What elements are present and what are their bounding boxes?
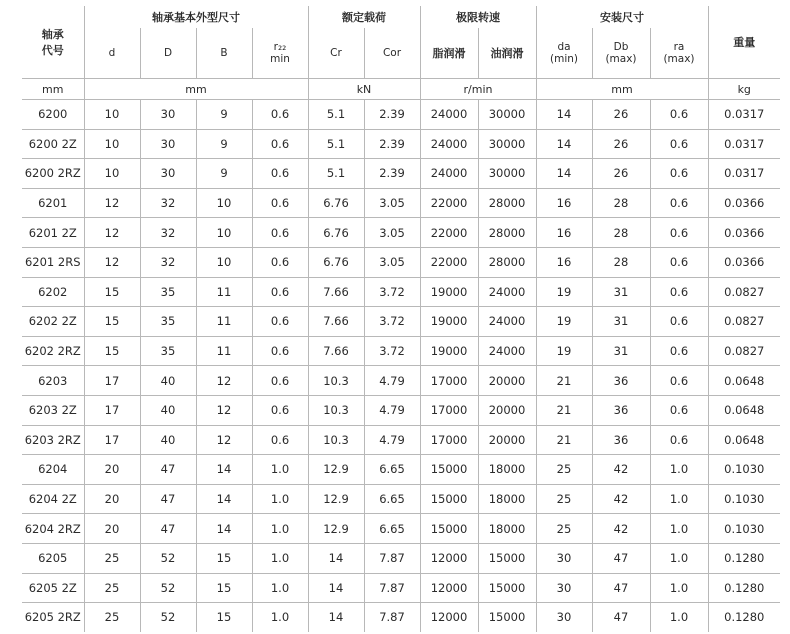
table-cell: 0.6	[252, 100, 308, 130]
table-cell: 15	[84, 277, 140, 307]
table-cell: 14	[196, 484, 252, 514]
table-cell: 0.6	[650, 277, 708, 307]
header-weight: 重量	[708, 6, 780, 79]
header-oil: 油润滑	[478, 28, 536, 79]
table-cell: 0.0366	[708, 188, 780, 218]
table-cell: 0.6	[650, 395, 708, 425]
unit-dimensions: mm	[84, 79, 308, 100]
table-cell: 4.79	[364, 366, 420, 396]
table-cell: 19000	[420, 307, 478, 337]
unit-code: mm	[22, 79, 84, 100]
table-row	[22, 603, 780, 632]
header-D: D	[140, 28, 196, 79]
table-row	[22, 129, 780, 159]
table-cell: 24000	[420, 129, 478, 159]
table-cell: 36	[592, 366, 650, 396]
table-row	[22, 484, 780, 514]
table-cell: 0.0827	[708, 307, 780, 337]
table-row	[22, 425, 780, 455]
header-load-group: 额定载荷	[308, 6, 420, 28]
table-cell: 15000	[420, 455, 478, 485]
table-cell: 1.0	[252, 484, 308, 514]
table-cell: 9	[196, 100, 252, 130]
table-cell: 10.3	[308, 425, 364, 455]
table-cell: 17	[84, 366, 140, 396]
table-cell: 17	[84, 395, 140, 425]
table-cell: 12	[84, 247, 140, 277]
table-cell: 0.6	[650, 129, 708, 159]
table-cell: 7.87	[364, 543, 420, 573]
table-cell: 26	[592, 129, 650, 159]
table-cell: 10	[196, 188, 252, 218]
table-cell: 10.3	[308, 395, 364, 425]
table-cell: 28	[592, 247, 650, 277]
table-cell: 24000	[478, 277, 536, 307]
table-cell: 0.6	[252, 277, 308, 307]
table-cell: 19000	[420, 277, 478, 307]
header-bearing-code: 轴承 代号	[22, 6, 84, 79]
table-cell: 14	[308, 573, 364, 603]
table-cell: 6.76	[308, 218, 364, 248]
table-cell: 1.0	[252, 603, 308, 632]
table-cell: 12000	[420, 603, 478, 632]
table-cell: 11	[196, 307, 252, 337]
table-cell: 14	[196, 514, 252, 544]
units-row	[22, 79, 780, 100]
table-row	[22, 573, 780, 603]
table-cell: 7.66	[308, 277, 364, 307]
table-cell: 14	[536, 159, 592, 189]
table-cell: 35	[140, 277, 196, 307]
unit-install: mm	[536, 79, 708, 100]
table-cell: 31	[592, 277, 650, 307]
table-cell: 25	[536, 455, 592, 485]
header-dimensions-group: 轴承基本外型尺寸	[84, 6, 308, 28]
table-cell: 20000	[478, 395, 536, 425]
table-cell: 26	[592, 100, 650, 130]
table-cell: 0.0317	[708, 100, 780, 130]
table-cell: 16	[536, 218, 592, 248]
table-cell: 6204	[22, 455, 84, 485]
table-cell: 1.0	[650, 514, 708, 544]
table-cell: 5.1	[308, 159, 364, 189]
table-cell: 30	[140, 129, 196, 159]
table-cell: 18000	[478, 514, 536, 544]
table-cell: 0.0317	[708, 159, 780, 189]
table-cell: 42	[592, 455, 650, 485]
table-cell: 30	[536, 543, 592, 573]
table-row	[22, 218, 780, 248]
table-cell: 0.1280	[708, 543, 780, 573]
table-cell: 6200	[22, 100, 84, 130]
table-cell: 21	[536, 395, 592, 425]
table-cell: 0.6	[252, 129, 308, 159]
table-cell: 10.3	[308, 366, 364, 396]
table-cell: 0.0648	[708, 395, 780, 425]
table-cell: 28000	[478, 218, 536, 248]
table-cell: 0.6	[650, 218, 708, 248]
table-cell: 0.0317	[708, 129, 780, 159]
table-cell: 6203	[22, 366, 84, 396]
table-cell: 40	[140, 425, 196, 455]
table-cell: 15	[196, 543, 252, 573]
header-ra: ra (max)	[650, 28, 708, 79]
table-cell: 21	[536, 366, 592, 396]
table-cell: 12000	[420, 543, 478, 573]
table-cell: 15	[196, 573, 252, 603]
table-cell: 6204 2RZ	[22, 514, 84, 544]
table-cell: 28	[592, 218, 650, 248]
table-cell: 0.6	[650, 159, 708, 189]
table-cell: 14	[536, 100, 592, 130]
table-cell: 6202	[22, 277, 84, 307]
table-cell: 0.6	[650, 247, 708, 277]
table-cell: 3.05	[364, 188, 420, 218]
table-cell: 14	[536, 129, 592, 159]
table-cell: 15000	[478, 543, 536, 573]
table-cell: 1.0	[650, 543, 708, 573]
table-cell: 26	[592, 159, 650, 189]
header-cr: Cr	[308, 28, 364, 79]
bearing-spec-sheet	[22, 6, 780, 632]
table-cell: 12	[84, 218, 140, 248]
table-cell: 40	[140, 366, 196, 396]
table-cell: 6205	[22, 543, 84, 573]
table-cell: 32	[140, 247, 196, 277]
table-cell: 47	[140, 484, 196, 514]
table-cell: 7.87	[364, 603, 420, 632]
table-body	[22, 100, 780, 632]
table-cell: 17000	[420, 366, 478, 396]
table-cell: 31	[592, 336, 650, 366]
table-cell: 1.0	[252, 573, 308, 603]
table-cell: 18000	[478, 455, 536, 485]
header-speed-group: 极限转速	[420, 6, 536, 28]
table-cell: 0.0648	[708, 366, 780, 396]
table-cell: 2.39	[364, 129, 420, 159]
table-row	[22, 395, 780, 425]
table-cell: 47	[140, 455, 196, 485]
table-cell: 9	[196, 159, 252, 189]
table-cell: 10	[84, 129, 140, 159]
table-cell: 25	[536, 514, 592, 544]
table-cell: 14	[196, 455, 252, 485]
table-cell: 0.6	[650, 425, 708, 455]
table-cell: 47	[592, 543, 650, 573]
table-row	[22, 543, 780, 573]
table-cell: 31	[592, 307, 650, 337]
table-cell: 28000	[478, 188, 536, 218]
table-cell: 19	[536, 336, 592, 366]
table-cell: 35	[140, 307, 196, 337]
header-da: da (min)	[536, 28, 592, 79]
table-cell: 12.9	[308, 484, 364, 514]
table-cell: 17000	[420, 425, 478, 455]
table-cell: 42	[592, 484, 650, 514]
table-cell: 21	[536, 425, 592, 455]
table-cell: 7.87	[364, 573, 420, 603]
table-cell: 1.0	[650, 484, 708, 514]
unit-load: kN	[308, 79, 420, 100]
table-cell: 0.6	[650, 366, 708, 396]
table-cell: 52	[140, 603, 196, 632]
table-cell: 1.0	[650, 573, 708, 603]
table-cell: 20	[84, 455, 140, 485]
table-cell: 24000	[420, 159, 478, 189]
table-cell: 47	[592, 603, 650, 632]
table-cell: 32	[140, 218, 196, 248]
table-cell: 7.66	[308, 336, 364, 366]
table-cell: 19	[536, 307, 592, 337]
table-cell: 14	[308, 543, 364, 573]
table-cell: 25	[84, 543, 140, 573]
header-install-group: 安装尺寸	[536, 6, 708, 28]
table-cell: 17000	[420, 395, 478, 425]
table-cell: 0.6	[252, 425, 308, 455]
table-cell: 19	[536, 277, 592, 307]
header-r-min: r₂₂ min	[252, 28, 308, 79]
table-cell: 3.72	[364, 336, 420, 366]
table-cell: 40	[140, 395, 196, 425]
table-cell: 22000	[420, 188, 478, 218]
table-cell: 15000	[420, 514, 478, 544]
table-cell: 22000	[420, 247, 478, 277]
table-cell: 6201	[22, 188, 84, 218]
table-cell: 10	[84, 100, 140, 130]
table-cell: 1.0	[650, 455, 708, 485]
table-cell: 30000	[478, 100, 536, 130]
table-cell: 12	[196, 395, 252, 425]
table-cell: 0.0366	[708, 218, 780, 248]
bearing-spec-table	[22, 6, 780, 632]
table-cell: 6205 2Z	[22, 573, 84, 603]
table-cell: 6.76	[308, 247, 364, 277]
table-cell: 47	[140, 514, 196, 544]
table-cell: 24000	[478, 336, 536, 366]
table-cell: 16	[536, 188, 592, 218]
table-cell: 52	[140, 543, 196, 573]
table-row	[22, 336, 780, 366]
table-cell: 25	[84, 603, 140, 632]
table-cell: 0.6	[252, 336, 308, 366]
table-cell: 0.1030	[708, 484, 780, 514]
table-cell: 28000	[478, 247, 536, 277]
table-cell: 0.6	[252, 218, 308, 248]
table-cell: 12	[196, 425, 252, 455]
table-cell: 4.79	[364, 425, 420, 455]
table-cell: 0.6	[650, 188, 708, 218]
table-cell: 12	[84, 188, 140, 218]
table-cell: 36	[592, 395, 650, 425]
table-cell: 25	[536, 484, 592, 514]
table-cell: 12	[196, 366, 252, 396]
table-cell: 0.6	[650, 100, 708, 130]
table-cell: 2.39	[364, 100, 420, 130]
table-row	[22, 514, 780, 544]
table-cell: 5.1	[308, 100, 364, 130]
table-cell: 30	[140, 159, 196, 189]
table-cell: 28	[592, 188, 650, 218]
table-cell: 0.0827	[708, 336, 780, 366]
table-cell: 0.6	[252, 395, 308, 425]
table-cell: 6200 2RZ	[22, 159, 84, 189]
table-cell: 6202 2RZ	[22, 336, 84, 366]
table-cell: 0.0366	[708, 247, 780, 277]
table-cell: 30000	[478, 159, 536, 189]
table-cell: 30000	[478, 129, 536, 159]
table-cell: 22000	[420, 218, 478, 248]
table-cell: 25	[84, 573, 140, 603]
table-cell: 6200 2Z	[22, 129, 84, 159]
table-cell: 0.1030	[708, 514, 780, 544]
table-cell: 15	[196, 603, 252, 632]
table-cell: 14	[308, 603, 364, 632]
table-cell: 4.79	[364, 395, 420, 425]
table-cell: 0.6	[252, 366, 308, 396]
header-grease: 脂润滑	[420, 28, 478, 79]
table-cell: 52	[140, 573, 196, 603]
table-cell: 10	[196, 218, 252, 248]
header-d: d	[84, 28, 140, 79]
table-cell: 2.39	[364, 159, 420, 189]
table-cell: 1.0	[650, 603, 708, 632]
table-cell: 1.0	[252, 455, 308, 485]
table-cell: 20	[84, 514, 140, 544]
table-cell: 9	[196, 129, 252, 159]
table-cell: 0.0827	[708, 277, 780, 307]
table-cell: 6203 2Z	[22, 395, 84, 425]
table-cell: 7.66	[308, 307, 364, 337]
table-cell: 0.6	[650, 307, 708, 337]
table-cell: 5.1	[308, 129, 364, 159]
table-cell: 12.9	[308, 514, 364, 544]
table-cell: 42	[592, 514, 650, 544]
header-cor: Cor	[364, 28, 420, 79]
table-cell: 12.9	[308, 455, 364, 485]
table-cell: 3.72	[364, 307, 420, 337]
header-db: Db (max)	[592, 28, 650, 79]
table-row	[22, 277, 780, 307]
table-cell: 0.6	[650, 336, 708, 366]
table-cell: 15	[84, 307, 140, 337]
table-cell: 10	[196, 247, 252, 277]
table-cell: 12000	[420, 573, 478, 603]
table-cell: 35	[140, 336, 196, 366]
header-B: B	[196, 28, 252, 79]
table-row	[22, 455, 780, 485]
table-cell: 19000	[420, 336, 478, 366]
table-cell: 6.65	[364, 514, 420, 544]
table-cell: 6203 2RZ	[22, 425, 84, 455]
table-cell: 6.65	[364, 455, 420, 485]
table-cell: 17	[84, 425, 140, 455]
table-cell: 6205 2RZ	[22, 603, 84, 632]
table-cell: 3.72	[364, 277, 420, 307]
table-cell: 18000	[478, 484, 536, 514]
table-cell: 0.1280	[724, 610, 765, 625]
table-row	[22, 366, 780, 396]
table-cell: 0.1030	[708, 455, 780, 485]
unit-weight: kg	[708, 79, 780, 100]
table-cell: 36	[592, 425, 650, 455]
unit-speed: r/min	[420, 79, 536, 100]
table-cell: 30	[140, 100, 196, 130]
table-cell: 0.1280	[708, 573, 780, 603]
table-cell: 0.0648	[708, 425, 780, 455]
table-cell: 24000	[420, 100, 478, 130]
table-cell: 0.6	[252, 159, 308, 189]
table-row	[22, 188, 780, 218]
table-cell: 16	[536, 247, 592, 277]
table-cell: 30	[536, 573, 592, 603]
table-cell: 30	[536, 603, 592, 632]
table-cell: 11	[196, 336, 252, 366]
table-cell: 3.05	[364, 218, 420, 248]
table-row	[22, 159, 780, 189]
table-cell: 47	[592, 573, 650, 603]
table-row	[22, 307, 780, 337]
table-cell: 0.6	[252, 247, 308, 277]
table-cell: 6.65	[364, 484, 420, 514]
table-cell: 32	[140, 188, 196, 218]
table-cell: 15000	[478, 573, 536, 603]
table-cell: 6.76	[308, 188, 364, 218]
table-cell: 6204 2Z	[22, 484, 84, 514]
table-cell: 20000	[478, 425, 536, 455]
table-cell: 20000	[478, 366, 536, 396]
table-cell: 6202 2Z	[22, 307, 84, 337]
table-cell: 15	[84, 336, 140, 366]
table-cell: 20	[84, 484, 140, 514]
table-row	[22, 247, 780, 277]
table-cell: 15000	[420, 484, 478, 514]
table-cell: 0.6	[252, 188, 308, 218]
table-cell: 24000	[478, 307, 536, 337]
table-cell: 10	[84, 159, 140, 189]
table-cell: 1.0	[252, 543, 308, 573]
table-cell: 0.6	[252, 307, 308, 337]
table-cell: 6201 2RS	[22, 247, 84, 277]
table-cell: 15000	[478, 603, 536, 632]
table-row	[22, 100, 780, 130]
table-header	[22, 6, 780, 100]
table-cell: 6201 2Z	[22, 218, 84, 248]
table-cell: 1.0	[252, 514, 308, 544]
table-cell: 11	[196, 277, 252, 307]
table-cell: 3.05	[364, 247, 420, 277]
